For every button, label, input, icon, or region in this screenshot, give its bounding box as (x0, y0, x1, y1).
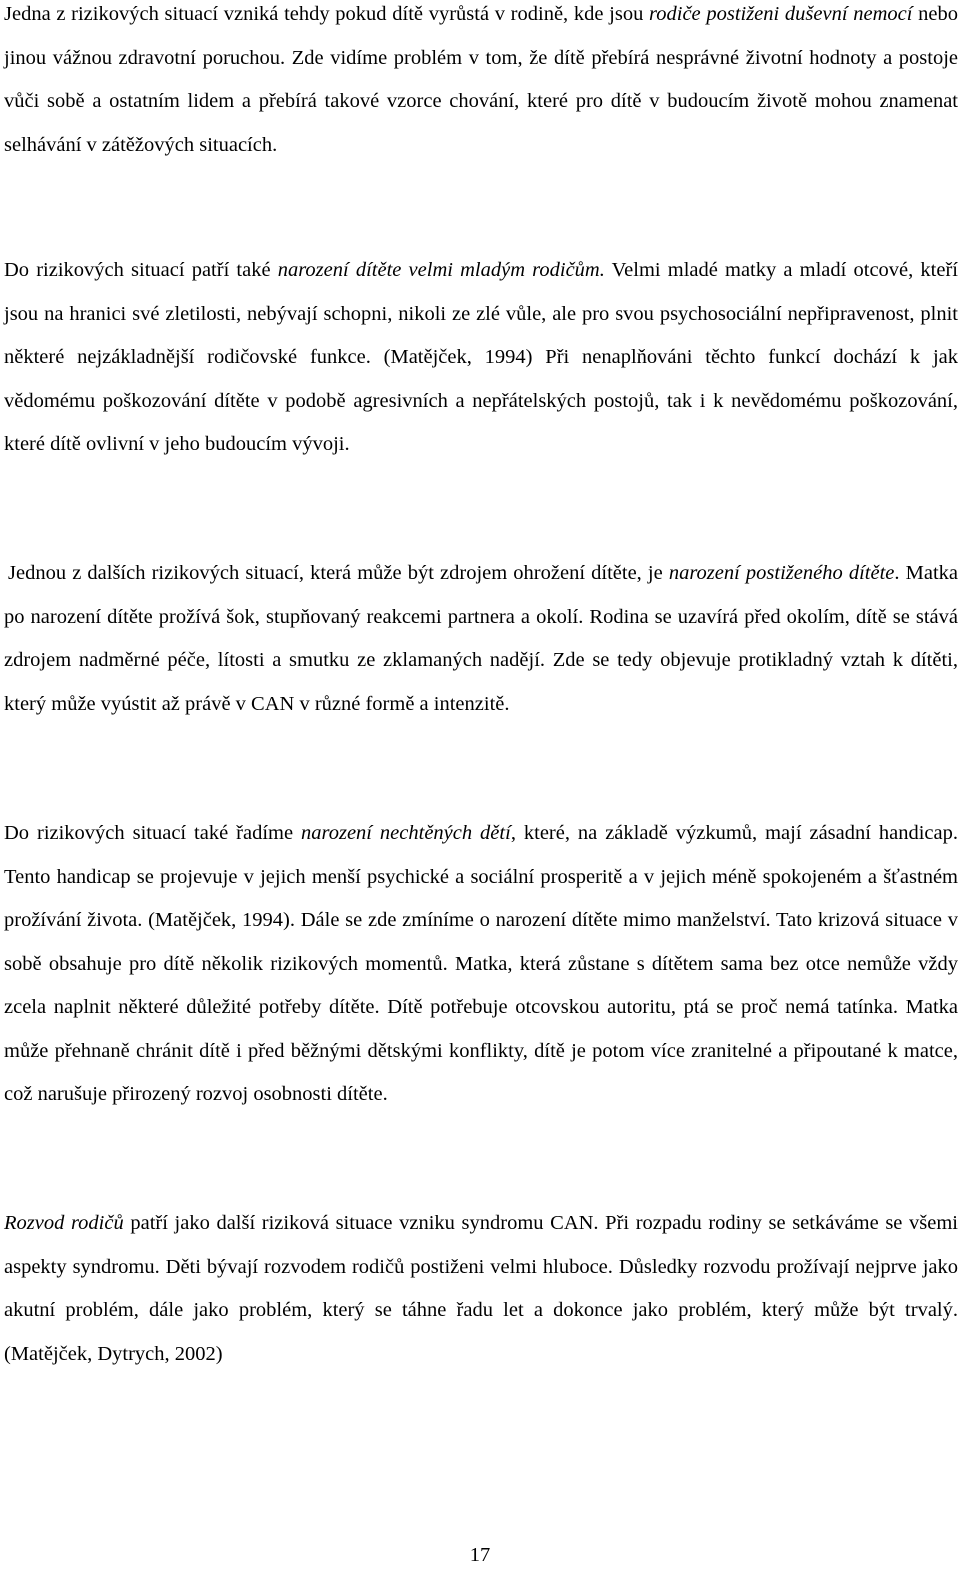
text-segment: patří jako další riziková situace vzniku syndromu CAN. Při rozpadu rodiny se setkáváme se všemi aspekty syndromu. Děti bývají rozvodem rodičů postiženi velmi hluboce. Důsledky rozvodu prožívají nejprve jako akutní problém, dále jako problém, který se táhne řadu let a dokonce jako problém, který může být trvalý. (Matějček, Dytrych, 2002) (4, 1212, 958, 1365)
paragraph-parents-illness (4, 0, 958, 167)
page-number: 17 (469, 1544, 491, 1566)
text-segment: Do rizikových situací také řadíme (4, 822, 301, 844)
emphasis-segment: narození postiženého dítěte (668, 562, 895, 584)
text-segment: , které, na základě výzkumů, mají zásadní handicap. Tento handicap se projevuje v jejich menší psychické a sociální prosperitě a v jejich méně spokojeném a šťastném prožívání života. (Matějček, 1994). Dále se zde zmíníme o narození dítěte mimo manželství. Tato krizová situace v sobě obsahuje pro dítě několik rizikových momentů. Matka, která zůstane s dítětem sama bez otce nemůže vždy zcela naplnit některé důležité potřeby dítěte. Dítě potřebuje otcovskou autoritu, ptá se proč nemá tatínka. Matka může přehnaně chránit dítě i před běžnými dětskými konflikty, dítě je potom více zranitelné a připoutané k matce, což narušuje přirozený rozvoj osobnosti dítěte. (4, 822, 959, 1105)
text-segment: Jednou z dalších rizikových situací, která může být zdrojem ohrožení dítěte, je (8, 562, 669, 584)
paragraph-unwanted-children (4, 812, 958, 1117)
emphasis-segment: narození nechtěných dětí (301, 822, 511, 844)
text-segment: Jedna z rizikových situací vzniká tehdy pokud dítě vyrůstá v rodině, kde jsou (4, 3, 650, 25)
text-segment: nebo jinou vážnou zdravotní poruchou. Zde vidíme problém v tom, že dítě přebírá nesprávné životní hodnoty a postoje vůči sobě a ostatním lidem a přebírá takové vzorce chování, které pro dítě v budoucím životě mohou znamenat selhávání v zátěžových situacích. (4, 3, 958, 156)
emphasis-segment: rodiče postiženi duševní nemocí (649, 3, 913, 25)
text-segment: Velmi mladé matky a mladí otcové, kteří jsou na hranici své zletilosti, nebývají schopni, nikoli ze zlé vůle, ale pro svou psychosociální nepřipravenost, plnit některé nejzákladnější rodičovské funkce. (Matějček, 1994) Při nenaplňováni těchto funkcí dochází k jak vědomému poškozování dítěte v podobě agresivních a nepřátelských postojů, tak i k nevědomému poškozování, které dítě ovlivní v jeho budoucím vývoji. (4, 259, 958, 455)
emphasis-segment: Rozvod rodičů (4, 1212, 124, 1234)
paragraph-disabled-child (4, 552, 958, 726)
text-segment: . Matka po narození dítěte prožívá šok, stupňovaný reakcemi partnera a okolí. Rodina se uzavírá před okolím, dítě se stává zdrojem nadměrné péče, lítosti a smutku ze zklamaných nadějí. Zde se tedy objevuje protikladný vztah k dítěti, který může vyústit až právě v CAN v různé formě a intenzitě. (4, 562, 959, 715)
emphasis-segment: narození dítěte velmi mladým rodičům. (277, 259, 605, 281)
text-segment: Do rizikových situací patří také (4, 259, 278, 281)
paragraph-young-parents (4, 249, 958, 467)
paragraph-divorce (4, 1202, 958, 1376)
